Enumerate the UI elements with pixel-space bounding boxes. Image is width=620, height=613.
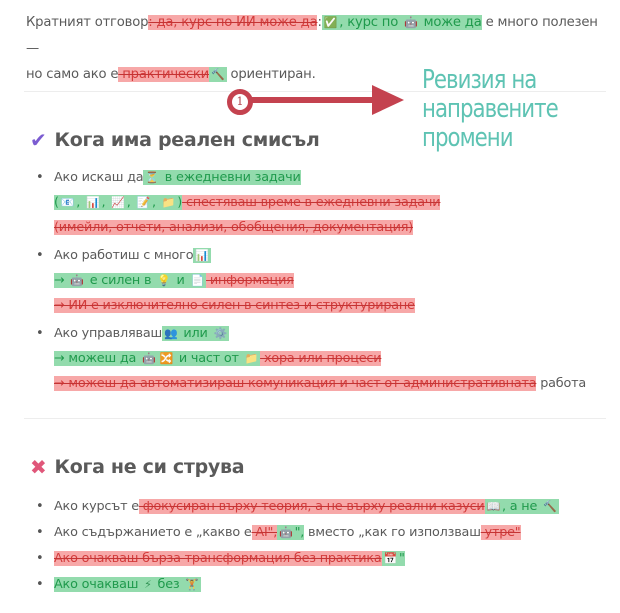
bar-chart-icon: 📊	[195, 249, 209, 262]
inserted-text-part: и част от	[175, 351, 243, 366]
deleted-text: хора или процеси	[260, 351, 382, 366]
lightbulb-icon: 💡	[157, 274, 171, 287]
intro-line2-prefix: но само ако е	[26, 67, 119, 82]
item-prefix: Ако курсът е	[54, 499, 139, 514]
inserted-text-part: , а не	[502, 499, 541, 514]
deleted-text: Ако очакваш бърза трансформация без практика	[54, 551, 382, 566]
section-heading-not-worth-it	[30, 455, 244, 479]
inserted-text-part: →	[54, 273, 69, 288]
intro-line2-suffix: ориентиран.	[226, 67, 316, 82]
intro-prefix: Кратният отговор	[26, 15, 149, 30]
inserted-text-part: "	[399, 551, 405, 566]
list-item	[36, 572, 596, 597]
list-item	[36, 165, 596, 240]
inserted-text-part: → можеш да	[54, 351, 141, 366]
list-item	[36, 243, 596, 318]
deleted-text: (имейли, отчети, анализи, обобщения, документация)	[54, 220, 413, 235]
line-chart-icon: 📈	[111, 196, 125, 209]
inserted-text	[54, 273, 206, 288]
not-worth-it-list	[36, 494, 596, 598]
inserted-text	[54, 577, 201, 592]
section-title: Кога има реален смисъл	[54, 129, 320, 151]
folder-icon: 📁	[161, 196, 176, 209]
inserted-text	[193, 248, 211, 263]
people-icon: 👥	[164, 327, 178, 340]
annotation-line: Ревизия на	[422, 65, 537, 95]
deleted-text: утре"	[480, 525, 521, 540]
inserted-text: ( 📧 , 📊 , 📈 , 📝 , 📁 )	[54, 195, 183, 210]
item-middle: вместо „как го използваш	[304, 525, 481, 540]
annotation-line: направените	[422, 94, 558, 124]
hammer-icon: 🔨	[211, 68, 225, 81]
section-title: Кога не си струва	[54, 456, 245, 478]
list-item	[36, 546, 596, 571]
inserted-text	[382, 551, 405, 566]
list-item	[36, 494, 596, 519]
deleted-text: фокусиран върху теория, а не върху реални казуси	[138, 499, 485, 514]
list-item	[36, 321, 596, 396]
item-prefix: Ако управляваш	[54, 326, 162, 341]
check-mark-icon: ✅	[323, 16, 338, 29]
item-prefix: Ако съдържанието е „какво е	[54, 525, 252, 540]
item-prefix: Ако искаш да	[54, 170, 144, 185]
colon: :	[317, 15, 322, 30]
deleted-text: практически	[118, 67, 210, 82]
hammer-icon: 🔨	[543, 500, 557, 513]
shuffle-icon: 🔀	[159, 352, 174, 365]
inserted-text-part: може да	[419, 15, 482, 30]
annotation-number-badge: 1	[227, 89, 253, 115]
inserted-text-part: и	[172, 273, 189, 288]
check-icon: ✔	[30, 128, 47, 152]
inserted-text-part: е силен в	[85, 273, 156, 288]
bar-chart-icon: 📊	[86, 196, 100, 209]
inserted-text-part: без	[153, 577, 184, 592]
document-icon: 📄	[190, 274, 205, 287]
intro-rest: е много полезен —	[26, 15, 598, 56]
deleted-text: информация	[206, 273, 294, 288]
robot-icon: 🤖	[404, 16, 418, 29]
email-icon: 📧	[60, 196, 75, 209]
inserted-text	[143, 170, 300, 185]
inserted-text-part: ",	[294, 525, 305, 540]
worth-it-list	[36, 165, 596, 399]
deleted-text: → ИИ е изключително силен в синтез и структуриране	[54, 298, 415, 313]
lightning-icon: ⚡	[144, 578, 152, 591]
robot-icon: 🤖	[279, 526, 293, 539]
deleted-text: AI",	[251, 525, 278, 540]
annotation-line: промени	[422, 123, 513, 153]
inserted-text	[209, 67, 227, 82]
inserted-text	[162, 326, 229, 341]
inserted-text-part: Ако очакваш	[54, 577, 143, 592]
section-heading-worth-it	[30, 128, 320, 152]
deleted-text: → можеш да автоматизираш комуникация и част от административната	[54, 376, 537, 391]
inserted-text	[277, 525, 304, 540]
item-prefix: Ако работиш с много	[54, 248, 194, 263]
hourglass-icon: ⏳	[145, 171, 159, 184]
calendar-icon: 📅	[383, 552, 398, 565]
robot-icon: 🤖	[142, 352, 156, 365]
inserted-text	[485, 499, 559, 514]
inserted-text-part: или	[179, 326, 212, 341]
inserted-text	[322, 15, 482, 30]
deleted-text: спестяваш време в ежедневни задачи	[182, 195, 441, 210]
list-item	[36, 520, 596, 545]
folder-icon: 📁	[244, 352, 259, 365]
item-suffix: работа	[536, 376, 587, 391]
gear-icon: ⚙️	[213, 327, 227, 340]
annotation-label	[422, 66, 619, 153]
inserted-text-part: в ежедневни задачи	[160, 170, 301, 185]
memo-icon: 📝	[136, 196, 151, 209]
deleted-text: : да, курс по ИИ може да	[148, 15, 318, 30]
paren-open: (	[54, 195, 59, 210]
robot-icon: 🤖	[70, 274, 84, 287]
paren-close: )	[177, 195, 183, 210]
inserted-text	[54, 351, 260, 366]
cross-icon: ✖	[30, 455, 47, 479]
inserted-text-part: , курс по	[339, 15, 403, 30]
divider	[24, 418, 606, 419]
weightlifter-icon: 🏋️	[185, 578, 199, 591]
book-icon: 📖	[486, 500, 501, 513]
